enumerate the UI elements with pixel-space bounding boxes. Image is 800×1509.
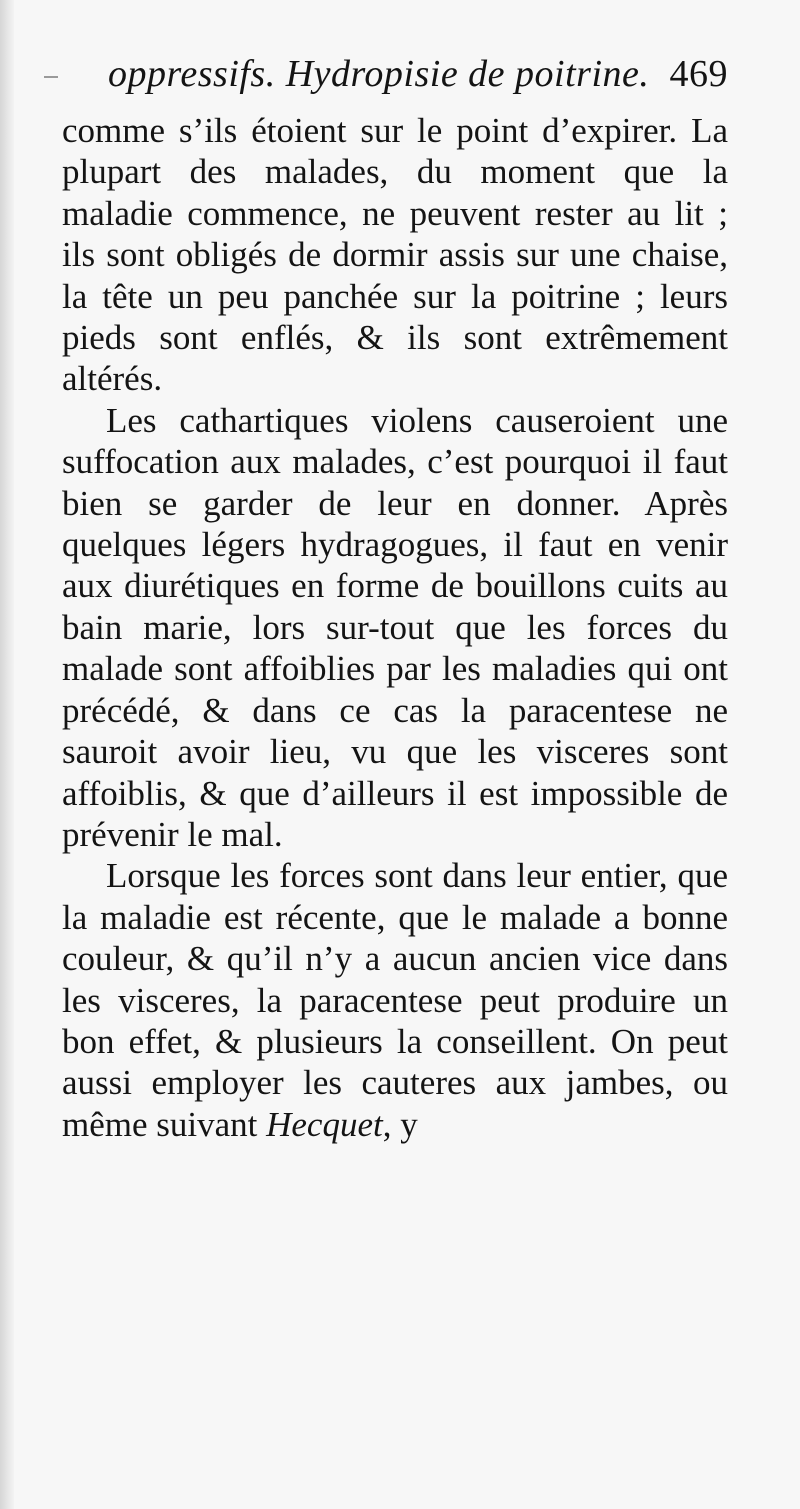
body-text — [62, 110, 728, 1145]
running-header — [108, 52, 728, 102]
paragraph-3 — [62, 855, 728, 1145]
running-title: oppressifs. Hydropisie de poitrine. — [108, 53, 650, 95]
margin-mark — [44, 76, 58, 78]
paragraph-1: comme s’ils étoient sur le point d’expirer. La plupart des malades, du moment que la maladie commence, ne peuvent rester au lit ; ils sont obligés de dormir assis sur une chaise, la tête un peu panchée sur la poitrine ; leurs pieds sont enflés, & ils sont extrêmement altérés. — [62, 111, 728, 399]
page-gutter-shadow — [0, 0, 14, 1509]
page-number: 469 — [669, 53, 728, 95]
paragraph-2: Les cathartiques violens causeroient une suffocation aux malades, c’est pourquoi il faut bien se garder de leur en donner. Après quelques légers hydragogues, il faut en venir aux diurétiques en forme de bouillons cuits au bain marie, lors sur-tout que les forces du malade sont affoiblies par les maladies qui ont précédé, & dans ce cas la paracentese ne sauroit avoir lieu, vu que les visceres sont affoiblis, & que d’ailleurs il est impossible de prévenir le mal. — [62, 400, 728, 854]
paragraph-3-text: Lorsque les forces sont dans leur entier, que la maladie est récente, que le malade a bonne couleur, & qu’il n’y a aucun ancien vice dans les visceres, la paracentese peut produire un bon effet, & plusieurs la conseillent. On peut aussi employer les cauteres aux jambes, ou même suivant — [62, 856, 728, 1144]
paragraph-3-ending: , y — [382, 1104, 418, 1144]
author-name-hecquet: Hecquet — [266, 1104, 383, 1144]
